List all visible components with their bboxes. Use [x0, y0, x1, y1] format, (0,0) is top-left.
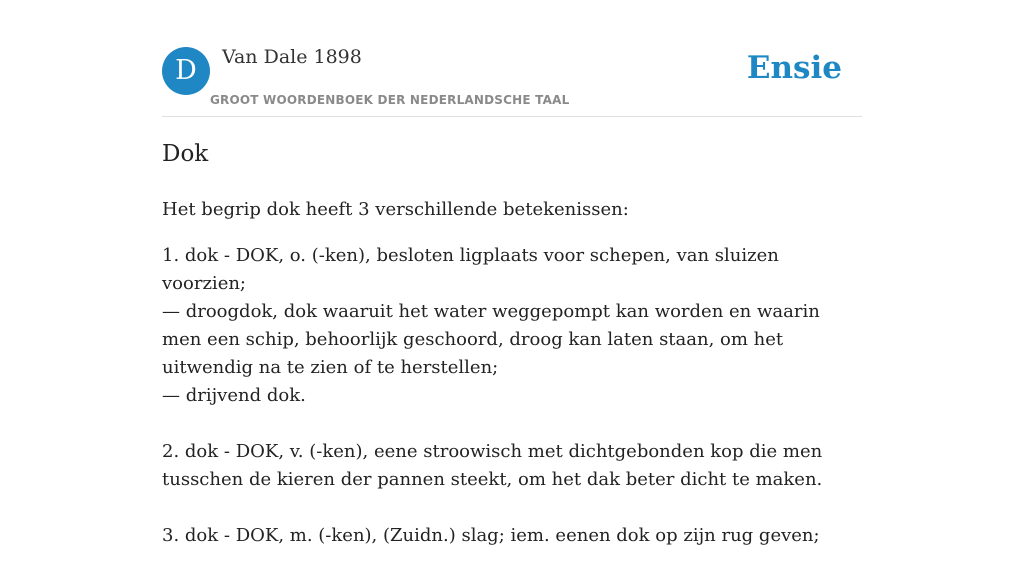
page-title: Dok — [162, 141, 209, 167]
entry-content — [162, 138, 862, 578]
header — [162, 46, 862, 117]
meaning-line: 2. dok - DOK, v. (-ken), eene stroowisch met dichtgebonden kop die men tusschen de kieren der pannen steekt, om het dak beter dicht te maken. — [162, 441, 823, 490]
brand-logo-link[interactable]: Ensie — [746, 50, 842, 86]
meaning-3 — [162, 522, 862, 550]
source-logo[interactable]: D — [162, 47, 210, 95]
meaning-line: — droogdok, dok waaruit het water weggepompt kan worden en waarin men een schip, behoorlijk geschoord, droog kan laten staan, om het uitwendig na te zien of te herstellen; — [162, 301, 820, 378]
meaning-1 — [162, 242, 862, 410]
meaning-line: — drijvend dok. — [162, 385, 306, 406]
meaning-2 — [162, 438, 862, 494]
source-title[interactable]: Van Dale 1898 — [222, 46, 362, 68]
meaning-line: 3. dok - DOK, m. (-ken), (Zuidn.) slag; iem. eenen dok op zijn rug geven; — [162, 525, 820, 546]
entry-intro: Het begrip dok heeft 3 verschillende betekenissen: — [162, 199, 629, 220]
meaning-line: 1. dok - DOK, o. (-ken), besloten ligplaats voor schepen, van sluizen voorzien; — [162, 245, 779, 294]
source-subtitle: GROOT WOORDENBOEK DER NEDERLANDSCHE TAAL — [210, 93, 570, 107]
